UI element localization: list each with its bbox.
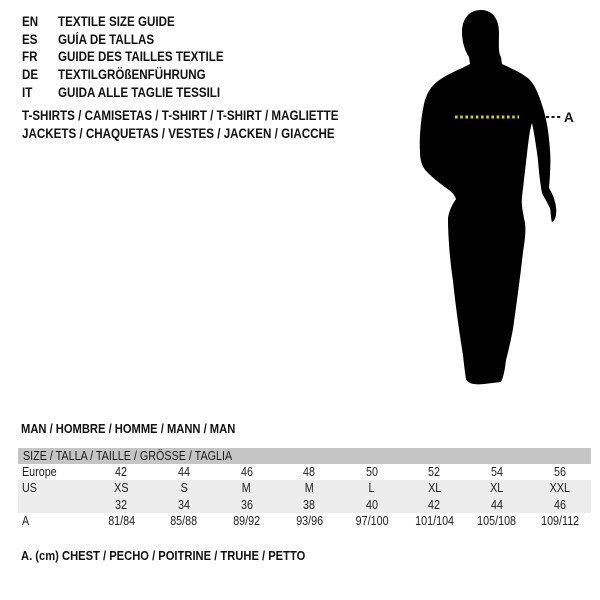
table-cell: 34 <box>177 497 190 512</box>
language-code: DE <box>22 67 39 83</box>
garment-categories <box>22 107 390 143</box>
size-table-header <box>18 448 591 464</box>
category-tshirts: T-SHIRTS / CAMISETAS / T-SHIRT / T-SHIRT / MAGLIETTE <box>22 108 339 123</box>
table-cell: 44 <box>177 465 190 479</box>
list-item <box>22 48 251 66</box>
size-table <box>18 448 591 530</box>
table-cell: 101/104 <box>415 514 454 529</box>
language-title-list <box>22 13 251 101</box>
table-cell: 97/100 <box>355 514 389 529</box>
language-code: EN <box>22 14 39 30</box>
list-item <box>22 31 251 49</box>
table-cell: 54 <box>491 465 504 479</box>
footnote-text: A. (cm) CHEST / PECHO / POITRINE / TRUHE / PETTO <box>21 548 306 563</box>
table-cell: 42 <box>115 465 128 479</box>
table-cell: 40 <box>365 497 378 512</box>
table-row-us <box>18 480 591 496</box>
table-cell: M <box>242 481 252 496</box>
section-title-text: MAN / HOMBRE / HOMME / MANN / MAN <box>21 421 236 436</box>
guide-title: TEXTILE SIZE GUIDE <box>58 14 175 30</box>
table-cell: 52 <box>428 465 441 479</box>
table-cell: 93/96 <box>295 514 323 529</box>
category-jackets: JACKETS / CHAQUETAS / VESTES / JACKEN / GIACCHE <box>22 126 335 141</box>
table-cell: 46 <box>240 465 253 479</box>
size-table-header-text: SIZE / TALLA / TAILLE / GRÖSSE / TAGLIA <box>23 449 233 463</box>
table-cell: L <box>368 481 375 496</box>
man-silhouette-path <box>420 10 557 384</box>
language-code: FR <box>22 49 38 65</box>
table-cell: 36 <box>240 497 253 512</box>
table-cell: 38 <box>303 497 316 512</box>
table-cell: 109/112 <box>540 514 579 529</box>
list-item <box>22 13 251 31</box>
table-cell: XL <box>427 481 442 496</box>
table-cell: XS <box>114 481 129 496</box>
guide-title: GUIDA ALLE TAGLIE TESSILI <box>58 84 221 100</box>
table-row-europe <box>18 464 591 480</box>
row-label: Europe <box>22 465 57 479</box>
table-cell: 44 <box>491 497 504 512</box>
table-cell: 32 <box>115 497 128 512</box>
table-cell: 85/88 <box>170 514 198 529</box>
man-silhouette-icon <box>405 5 575 390</box>
man-silhouette-figure <box>405 5 575 390</box>
table-cell: 81/84 <box>107 514 135 529</box>
table-cell: 42 <box>428 497 441 512</box>
table-cell: S <box>180 481 188 496</box>
section-title-man <box>21 421 270 437</box>
language-code: ES <box>22 31 38 47</box>
measurement-footnote <box>21 548 352 564</box>
table-row-chest-a <box>18 513 591 529</box>
guide-title: GUIDE DES TAILLES TEXTILE <box>58 49 224 65</box>
table-cell: 50 <box>365 465 378 479</box>
list-item <box>22 83 251 101</box>
table-row-numeric <box>18 497 591 513</box>
row-label: A <box>22 514 30 529</box>
table-cell: 56 <box>553 465 566 479</box>
measure-label-a: A <box>564 110 574 125</box>
guide-title: GUÍA DE TALLAS <box>58 31 155 47</box>
table-cell: 105/108 <box>477 514 517 529</box>
table-cell: 46 <box>553 497 566 512</box>
table-cell: XL <box>490 481 504 496</box>
list-item <box>22 66 251 84</box>
table-cell: 89/92 <box>233 514 261 529</box>
table-cell: XXL <box>549 481 570 496</box>
table-cell: M <box>304 481 314 496</box>
guide-title: TEXTILGRÖßENFÜHRUNG <box>58 67 206 83</box>
row-label: US <box>22 481 37 496</box>
table-cell: 48 <box>303 465 316 479</box>
language-code: IT <box>22 84 33 100</box>
